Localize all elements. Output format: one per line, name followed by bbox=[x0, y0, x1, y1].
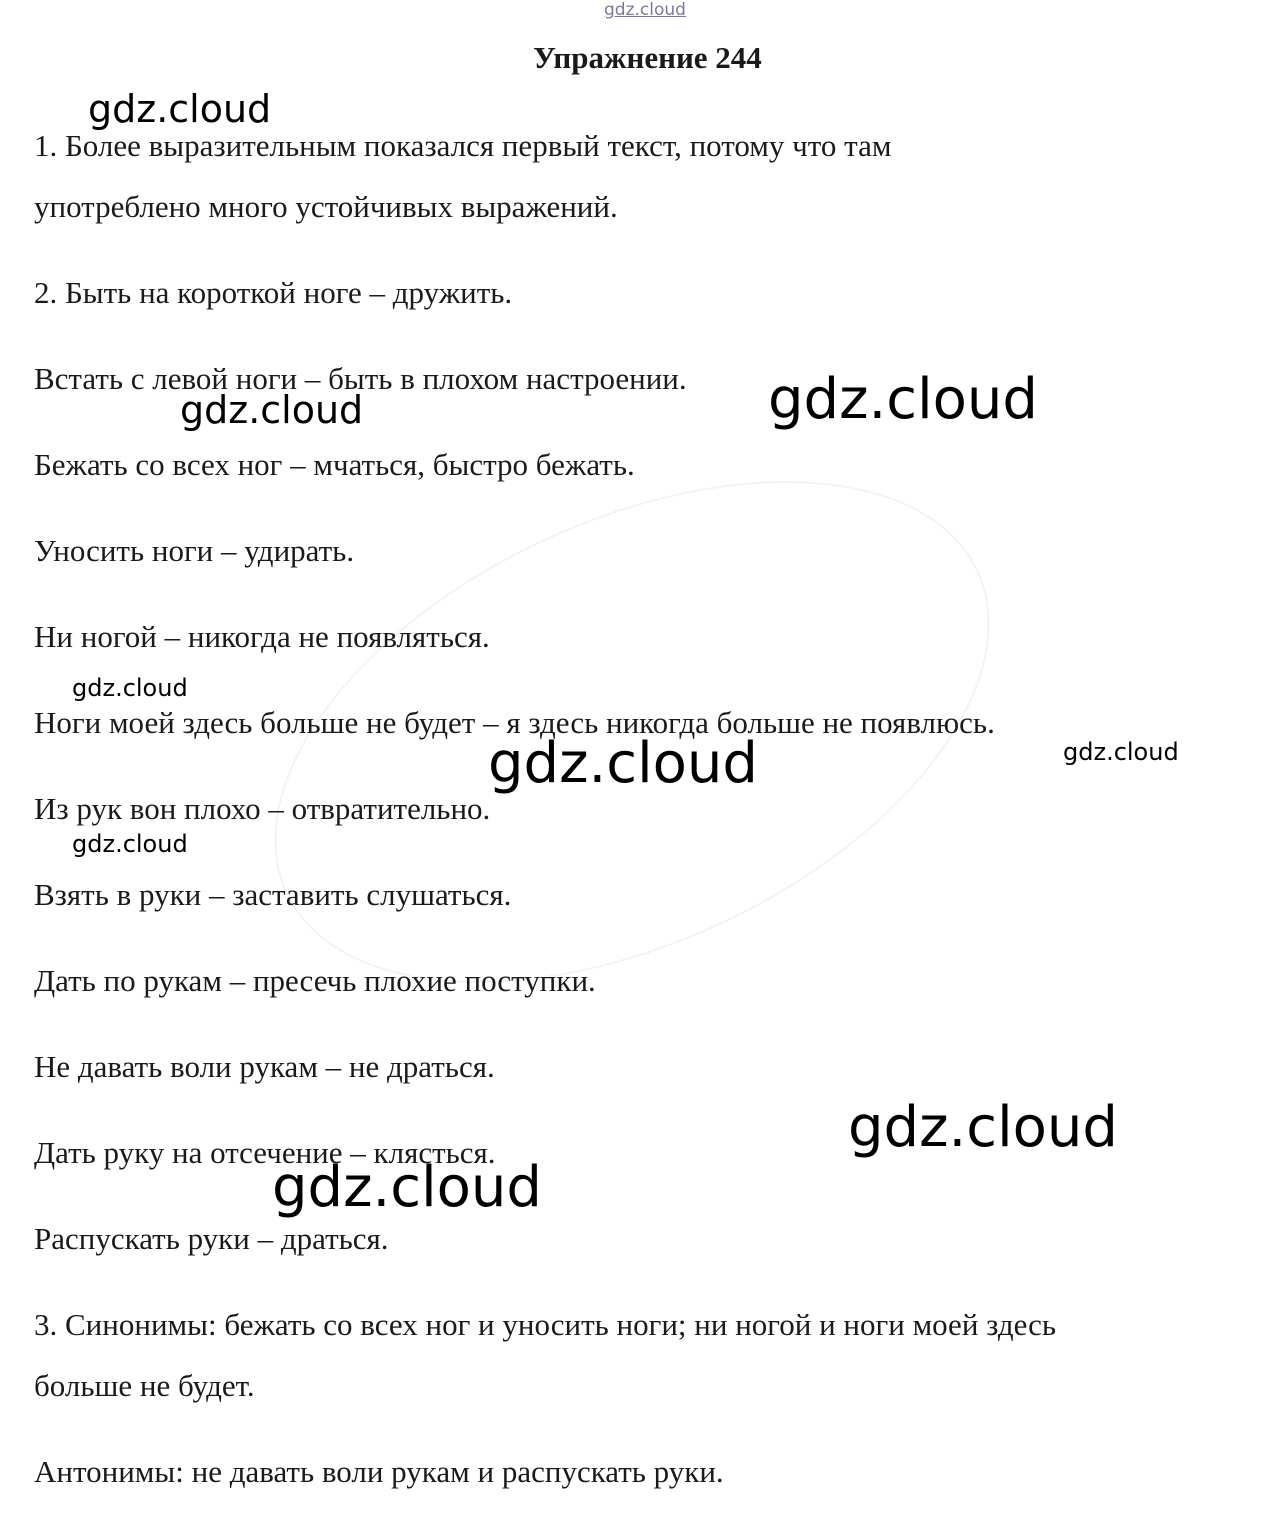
watermark-text: gdz.cloud bbox=[72, 830, 188, 858]
text-line-4: Встать с левой ноги – быть в плохом настроении. bbox=[34, 361, 687, 396]
text-line-7: Ни ногой – никогда не появляться. bbox=[34, 619, 490, 654]
watermark-text: gdz.cloud bbox=[1063, 738, 1179, 766]
text-line-14: Распускать руки – драться. bbox=[34, 1221, 389, 1256]
watermark-text: gdz.cloud bbox=[88, 87, 272, 131]
text-line-1: 1. Более выразительным показался первый текст, потому что там bbox=[34, 128, 892, 163]
watermark-text: gdz.cloud bbox=[272, 1155, 542, 1220]
text-line-6: Уносить ноги – удирать. bbox=[34, 533, 355, 568]
text-line-3: 2. Быть на короткой ноге – дружить. bbox=[34, 275, 513, 310]
text-line-12: Не давать воли рукам – не драться. bbox=[34, 1049, 495, 1084]
watermark-text: gdz.cloud bbox=[72, 674, 188, 702]
text-line-16: больше не будет. bbox=[34, 1368, 255, 1403]
text-line-15: 3. Синонимы: бежать со всех ног и уносить ноги; ни ногой и ноги моей здесь bbox=[34, 1307, 1057, 1342]
watermark-text: gdz.cloud bbox=[488, 731, 758, 796]
text-line-9: Из рук вон плохо – отвратительно. bbox=[34, 791, 491, 826]
watermark-text: gdz.cloud bbox=[848, 1095, 1118, 1160]
text-line-8: Ноги моей здесь больше не будет – я здесь никогда больше не появлюсь. bbox=[34, 705, 995, 740]
text-line-5: Бежать со всех ног – мчаться, быстро бежать. bbox=[34, 447, 635, 482]
text-line-10: Взять в руки – заставить слушаться. bbox=[34, 877, 512, 912]
text-line-13: Дать руку на отсечение – клясться. bbox=[34, 1135, 496, 1170]
text-line-17: Антонимы: не давать воли рукам и распускать руки. bbox=[34, 1454, 724, 1489]
watermark-text: gdz.cloud bbox=[180, 388, 364, 432]
watermark-top-link[interactable]: gdz.cloud bbox=[604, 0, 686, 20]
text-line-11: Дать по рукам – пресечь плохие поступки. bbox=[34, 963, 596, 998]
exercise-title: Упражнение 244 bbox=[533, 40, 762, 75]
watermark-text: gdz.cloud bbox=[768, 367, 1038, 432]
text-line-2: употреблено много устойчивых выражений. bbox=[34, 189, 618, 224]
